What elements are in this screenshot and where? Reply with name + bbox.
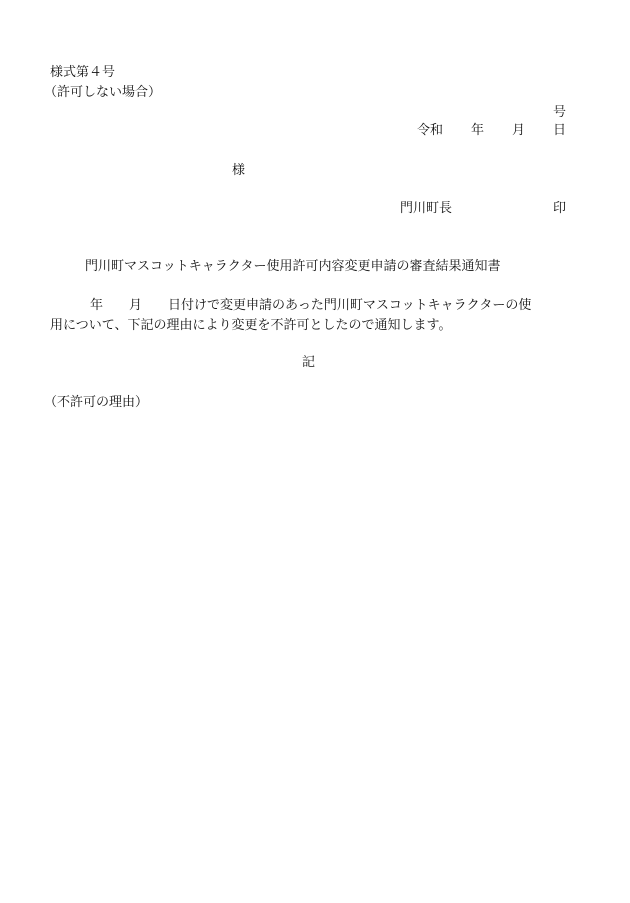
form-number: 様式第４号 (50, 65, 116, 80)
body-line1-rest: 日付けで変更申請のあった門川町マスコットキャラクターの使 (168, 298, 532, 313)
issuer-line (400, 200, 566, 218)
body-month: 月 (129, 298, 143, 313)
body-line-2: 用について、下記の理由により変更を不許可としたので通知します。 (50, 318, 452, 333)
date-era: 令和 (416, 123, 443, 138)
reason-heading: （不許可の理由） (44, 395, 149, 410)
date-month: 月 (511, 123, 525, 138)
date-day: 日 (552, 123, 566, 138)
issuer-title: 門川町長 (400, 201, 453, 216)
body-line-1 (50, 296, 582, 316)
seal-mark: 印 (552, 201, 566, 216)
date-line (417, 122, 566, 140)
date-year: 年 (470, 123, 484, 138)
recipient-honorific: 様 (232, 163, 246, 178)
form-condition: （許可しない場合） (44, 85, 162, 100)
document-title: 門川町マスコットキャラクター使用許可内容変更申請の審査結果通知書 (85, 259, 501, 274)
body-year: 年 (90, 298, 104, 313)
body-paragraph (50, 296, 582, 336)
document-number-suffix: 号 (552, 105, 566, 120)
ki-heading: 記 (302, 355, 316, 370)
